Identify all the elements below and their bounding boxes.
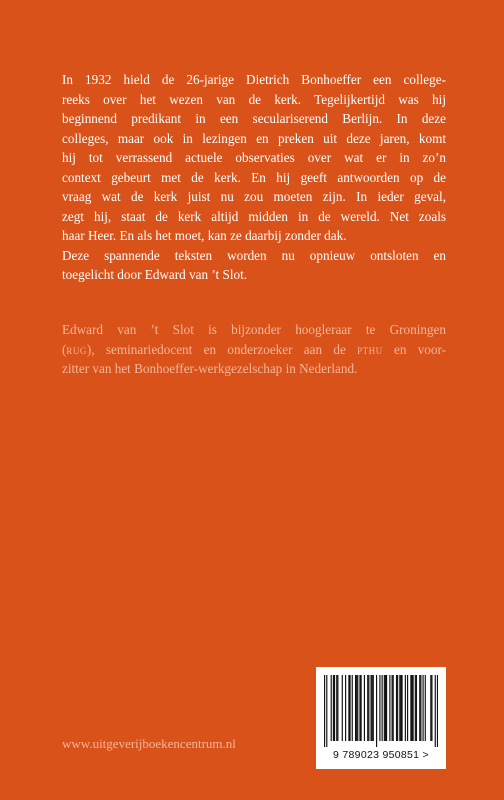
blurb-text (62, 70, 446, 285)
barcode-bar (336, 675, 337, 741)
barcode-bar (419, 675, 420, 741)
barcode-bar (423, 675, 424, 741)
barcode-bar (368, 675, 369, 741)
bio-text: ), seminariedocent en onderzoeker aan de (86, 341, 358, 357)
barcode-bar (357, 675, 358, 741)
barcode-bar (416, 675, 417, 741)
barcode-bar (367, 675, 368, 741)
isbn-number: 9 789023 950851 > (333, 749, 429, 761)
barcode-bar (331, 675, 332, 741)
barcode-bar (437, 675, 438, 747)
bio-text: ( (62, 341, 67, 357)
blurb-line: beginnend predikant in een seculariserend Berlijn. In deze (62, 111, 446, 126)
rug-abbreviation: rug (66, 341, 87, 357)
barcode-bar (348, 675, 349, 741)
barcode-bar (385, 675, 386, 741)
barcode-bar (397, 675, 398, 741)
barcode-bar (420, 675, 421, 741)
barcode-bar (356, 675, 357, 741)
barcode-bar (389, 675, 390, 741)
barcode-bar (326, 675, 327, 747)
barcode-bar (411, 675, 412, 741)
blurb-line: hij tot verrassend actuele observaties over wat er in zo’n (62, 150, 446, 165)
blurb-line: Deze spannende teksten worden nu opnieuw ontsloten en (62, 247, 446, 263)
barcode-bar (355, 675, 356, 741)
blurb-line: colleges, maar ook in lezingen en preken uit deze jaren, komt (62, 130, 446, 146)
barcode-bar (396, 675, 397, 741)
barcode-bar (372, 675, 373, 741)
barcode-bar (431, 675, 432, 741)
barcode-bar (425, 675, 426, 741)
isbn-barcode (316, 667, 446, 769)
barcode-bar (359, 675, 360, 741)
publisher-website[interactable]: www.uitgeverijboekencentrum.nl (62, 736, 236, 751)
barcode-bar (410, 675, 411, 741)
bio-text: en voor- (382, 341, 446, 357)
author-bio (62, 320, 446, 379)
bio-line (62, 340, 446, 360)
barcode-bar (405, 675, 406, 741)
barcode-bar (386, 675, 387, 741)
barcode-bar (384, 675, 385, 741)
blurb-line: In 1932 hield de 26-jarige Dietrich Bonhoeffer een college- (62, 72, 446, 87)
blurb-line: reeks over het wezen van de kerk. Tegelijkertijd was hij (62, 91, 446, 107)
barcode-bar (382, 675, 383, 741)
barcode-bar (435, 675, 436, 747)
barcode-bar (342, 675, 343, 741)
barcode-bar (337, 675, 338, 741)
barcode-bar (399, 675, 400, 741)
blurb-line: toegelicht door Edward van ’t Slot. (62, 267, 248, 282)
pthu-abbreviation: pthu (357, 341, 383, 357)
barcode-bar (352, 675, 353, 741)
barcode-bar (376, 675, 377, 747)
barcode-bar (345, 675, 346, 741)
blurb-line: haar Heer. En als het moet, kan ze daarbij zonder dak. (62, 228, 347, 243)
barcode-bar (324, 675, 325, 747)
barcode-bar (370, 675, 371, 741)
bio-line: zitter van het Bonhoeffer-werkgezelschap in Nederland. (62, 361, 358, 376)
barcode-bar (413, 675, 414, 741)
bio-line: Edward van ’t Slot is bijzonder hoogleraar te Groningen (62, 322, 446, 337)
barcode-bar (400, 675, 401, 741)
blurb-line: vraag wat de kerk juist nu zou moeten zijn. In ieder geval, (62, 189, 446, 204)
barcode-bar (393, 675, 394, 741)
barcode-bars (324, 675, 438, 747)
blurb-line: zegt hij, staat de kerk altijd midden in de wereld. Net zoals (62, 208, 446, 224)
barcode-bar (334, 675, 335, 741)
barcode-bar (392, 675, 393, 741)
blurb-line: context gebeurt met de kerk. En hij geeft antwoorden op de (62, 169, 446, 185)
barcode-bar (430, 675, 431, 741)
barcode-bar (379, 675, 380, 741)
barcode-bar (415, 675, 416, 741)
barcode-bar (333, 675, 334, 741)
barcode-bar (407, 675, 408, 741)
barcode-bar (364, 675, 365, 741)
barcode-bar (373, 675, 374, 741)
barcode-bar (349, 675, 350, 741)
barcode-bar (401, 675, 402, 741)
barcode-bar (361, 675, 362, 741)
